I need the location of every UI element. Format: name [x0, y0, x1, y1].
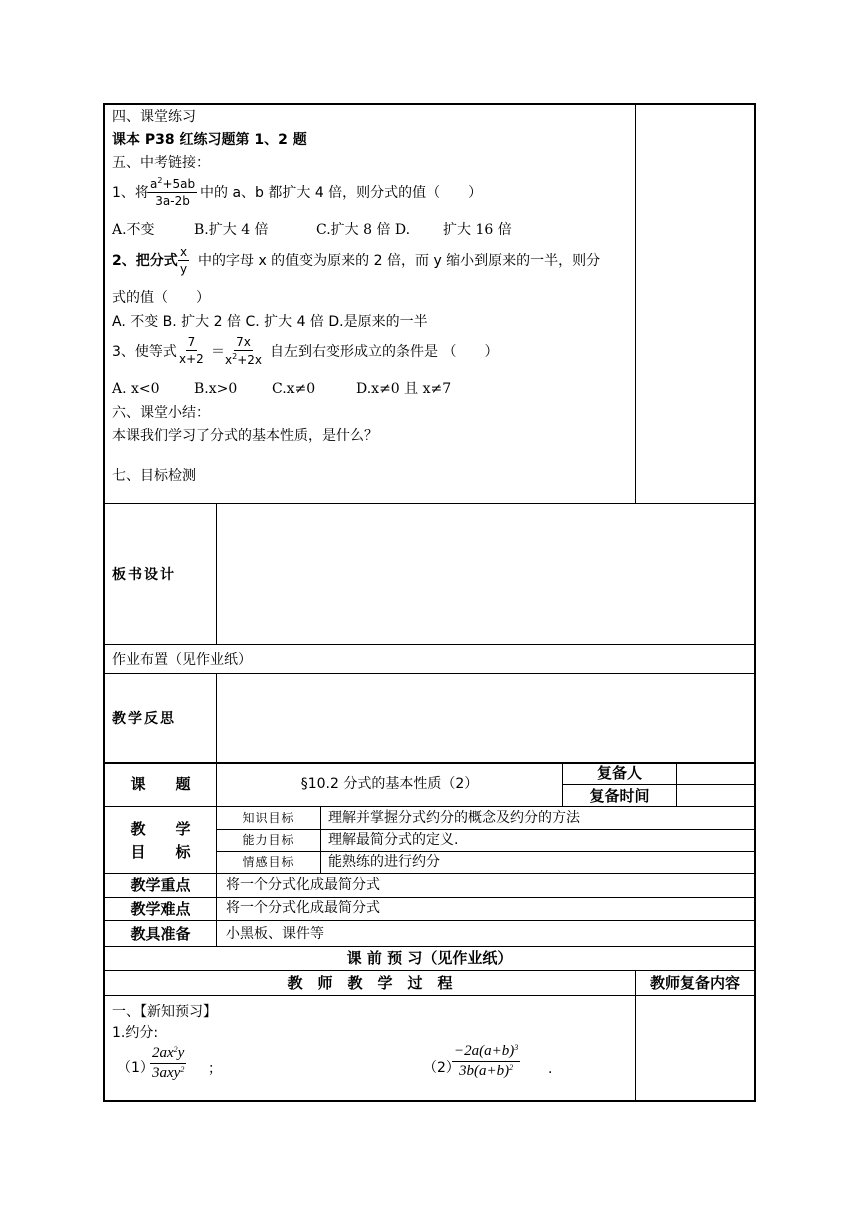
- q3-option-b: B.x>0: [194, 381, 238, 397]
- goal-type-emotion: 情感目标: [242, 855, 295, 869]
- reviewer-field[interactable]: [677, 763, 754, 784]
- problem1-fraction: [150, 1046, 186, 1081]
- q3-suffix: 自左到右变形成立的条件是 （ ）: [270, 344, 499, 360]
- exam-link-title: 五、中考链接：: [112, 155, 210, 171]
- q1-option-c: C.扩大 8 倍 D.: [316, 222, 411, 238]
- problem1-numerator: $2ax^2y$: [150, 1046, 186, 1064]
- q1-option-d: 扩大 16 倍: [443, 222, 512, 238]
- q1-fraction: [148, 177, 197, 207]
- q3-option-a: A. x<0: [112, 381, 160, 397]
- summary-text: 本课我们学习了分式的基本性质，是什么？: [112, 428, 378, 444]
- q3-right-denominator: $x^2+2x$: [225, 352, 262, 367]
- difficulty-value: 将一个分式化成最简分式: [226, 900, 380, 916]
- q2-denominator: y: [180, 262, 188, 276]
- goals-label-line2: 目 标: [130, 843, 191, 861]
- q3-left-denominator: x+2: [179, 352, 204, 366]
- q3-equals: ＝: [211, 344, 225, 360]
- process-header: 教 师 教 学 过 程: [287, 974, 453, 992]
- goal-text-ability: 理解最简分式的定义.: [328, 832, 459, 848]
- q2-fraction: [178, 246, 189, 275]
- review-time-label: 复备时间: [589, 787, 650, 805]
- tools-label: 教具准备: [130, 925, 191, 943]
- q2-suffix: 中的字母 x 的值变为原来的 2 倍，而 y 缩小到原来的一半，则分: [198, 253, 601, 269]
- q3-option-d: D.x≠0 且 x≠7: [356, 381, 452, 397]
- reviewer-label: 复备人: [596, 764, 642, 782]
- problem1-denominator: 3axy$^2$: [152, 1065, 185, 1081]
- goal-type-knowledge: 知识目标: [242, 811, 295, 825]
- q1-option-b: B.扩大 4 倍: [194, 222, 269, 238]
- topic-value: §10.2 分式的基本性质（2）: [300, 776, 479, 792]
- problem2-denominator: $3b(a+b)^2$: [459, 1063, 514, 1079]
- q3-right-numerator: 7x: [236, 335, 251, 349]
- preview-title: 一、【新知预习】: [112, 1004, 217, 1020]
- q3-option-c: C.x≠0: [272, 381, 316, 397]
- problem1-label: （1）: [117, 1060, 154, 1076]
- problem1-separator: ；: [208, 1061, 222, 1077]
- q3-left-fraction: [179, 336, 204, 365]
- q2-prefix: 2、把分式: [112, 253, 178, 269]
- q2-options: A. 不变 B. 扩大 2 倍 C. 扩大 4 倍 D.是原来的一半: [112, 314, 428, 330]
- goal-type-ability: 能力目标: [242, 833, 295, 847]
- problem2-fraction: [452, 1044, 520, 1079]
- board-design-label: 板书设计: [112, 567, 176, 583]
- practice-text: 课本 P38 红练习题第 1、2 题: [112, 132, 307, 148]
- goal-text-knowledge: 理解并掌握分式约分的概念及约分的方法: [328, 810, 580, 826]
- q1-prefix: 1、将: [112, 185, 149, 201]
- summary-title: 六、课堂小结：: [112, 405, 210, 421]
- q1-denominator: 3a-2b: [155, 194, 190, 208]
- topic-label: 课 题: [130, 775, 191, 793]
- q1-suffix: 中的 a、b 都扩大 4 倍，则分式的值（ ）: [200, 185, 483, 201]
- review-time-field[interactable]: [677, 785, 754, 806]
- q3-prefix: 3、使等式: [112, 344, 177, 360]
- tools-value: 小黑板、课件等: [226, 926, 324, 942]
- problem2-label: （2）: [423, 1060, 460, 1076]
- practice-title: 四、课堂练习: [112, 109, 196, 125]
- goal-text-emotion: 能熟练的进行约分: [328, 854, 440, 870]
- homework-label: 作业布置（见作业纸）: [112, 652, 252, 668]
- goals-label-line1: 教 学: [130, 820, 191, 838]
- preview-header: 课 前 预 习（见作业纸）: [346, 949, 513, 967]
- difficulty-label: 教学难点: [130, 900, 191, 918]
- q2-continuation: 式的值（ ）: [112, 290, 210, 306]
- q3-right-fraction: [225, 336, 262, 366]
- teacher-content-header: 教师复备内容: [649, 974, 740, 992]
- q1-numerator: $a^2+5ab$: [150, 176, 196, 191]
- preview-item: 1.约分:: [112, 1025, 159, 1041]
- problem2-numerator: $-2a(a+b)^3$: [452, 1044, 520, 1062]
- problem2-end: .: [548, 1061, 553, 1077]
- key-point-value: 将一个分式化成最简分式: [226, 877, 380, 893]
- q3-left-numerator: 7: [187, 335, 196, 349]
- target-test-title: 七、目标检测: [112, 468, 196, 484]
- q2-numerator: x: [180, 245, 188, 259]
- reflection-label: 教学反思: [112, 711, 176, 727]
- q1-option-a: A.不变: [112, 222, 155, 238]
- key-point-label: 教学重点: [130, 876, 191, 894]
